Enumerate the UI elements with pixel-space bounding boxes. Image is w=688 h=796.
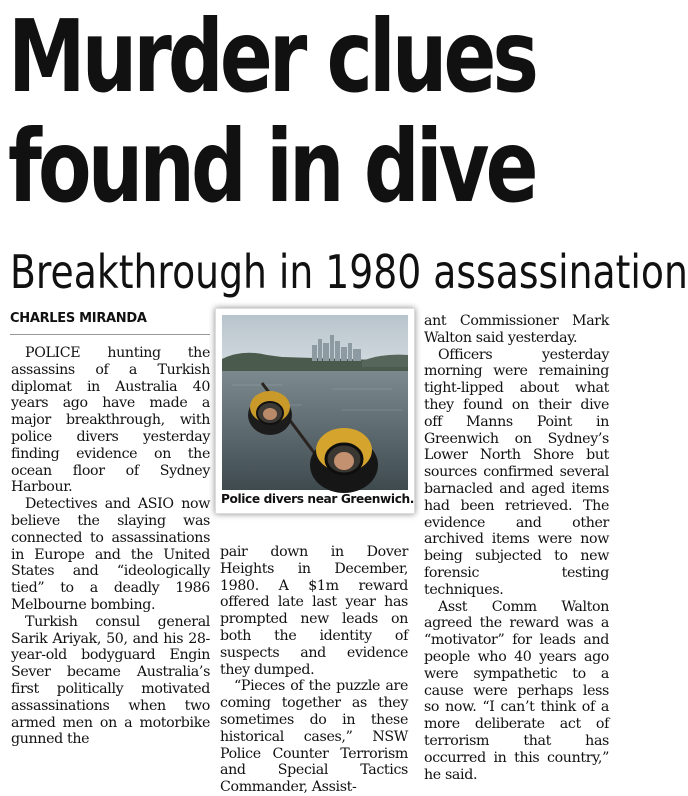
headline-line-2: found in dive [8, 108, 535, 225]
headline [8, 0, 536, 225]
paragraph: “Pieces of the puzzle are coming together as they sometimes do in these historical cases,” NSW Police Counter Terrorism and Special Tactics Commander, Assist- [220, 678, 408, 796]
photo-caption: Police divers near Greenwich. [221, 492, 415, 506]
article-column-2 [220, 544, 408, 796]
police-divers-photo [222, 315, 408, 490]
paragraph: ant Commissioner Mark Walton said yesterday. [424, 313, 609, 346]
article-column-1 [11, 345, 210, 748]
paragraph: Asst Comm Walton agreed the reward was a “motivator” for leads and people who 40 years ago were sympathetic to a cause were perhaps less so now. “I can’t think of a more deliberate act of terrorism that has occurred in this country,” he said. [424, 598, 609, 783]
paragraph: pair down in Dover Heights in December, 1980. A $1m reward offered late last year has prompted new leads on both the identity of suspects and evidence they dumped. [220, 544, 408, 678]
headline-line-1: Murder clues [8, 0, 536, 115]
paragraph: Officers yesterday morning were remaining tight-lipped about what they found on their dive off Manns Point in Greenwich on Sydney’s Lower North Shore but sources confirmed several barnacled and aged items had been retrieved. The evidence and other archived items were now being subjected to new forensic testing techniques. [424, 346, 609, 598]
paragraph: Detectives and ASIO now believe the slaying was connected to assassinations in Europe and the United States and “ideologically tied” to a deadly 1986 Melbourne bombing. [11, 496, 210, 613]
paragraph: Turkish consul general Sarik Ariyak, 50, and his 28-year-old bodyguard Engin Sever became Australia’s first politically motivated assassinations when two armed men on a motorbike gunned the [11, 613, 210, 748]
article-column-3 [424, 313, 609, 783]
byline: CHARLES MIRANDA [10, 311, 210, 335]
paragraph: POLICE hunting the assassins of a Turkish diplomat in Australia 40 years ago have made a major breakthrough, with police divers yesterday finding evidence on the ocean floor of Sydney Harbour. [11, 345, 210, 496]
photo-figure [215, 308, 415, 514]
subheadline: Breakthrough in 1980 assassination [10, 245, 688, 299]
